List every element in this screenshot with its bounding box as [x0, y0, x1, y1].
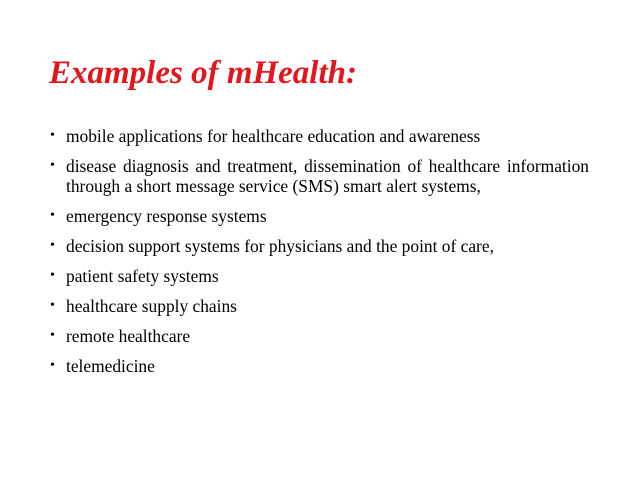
- bullet-list: [49, 126, 589, 386]
- bullet-icon: •: [50, 328, 55, 343]
- bullet-item: [49, 206, 589, 226]
- bullet-text: remote healthcare: [66, 326, 191, 346]
- bullet-icon: •: [50, 358, 55, 373]
- bullet-item: [49, 296, 589, 316]
- bullet-icon: •: [50, 298, 55, 313]
- bullet-item: [49, 126, 589, 146]
- bullet-text: telemedicine: [66, 356, 155, 376]
- bullet-text: decision support systems for physicians and the point of care,: [66, 236, 494, 256]
- bullet-icon: •: [50, 208, 55, 223]
- bullet-icon: •: [50, 238, 55, 253]
- bullet-icon: •: [50, 158, 55, 173]
- bullet-text: healthcare supply chains: [66, 296, 237, 316]
- bullet-item: [49, 266, 589, 286]
- bullet-item: [49, 156, 589, 196]
- bullet-item: [49, 356, 589, 376]
- bullet-text: emergency response systems: [66, 206, 267, 226]
- bullet-text: patient safety systems: [66, 266, 219, 286]
- bullet-item: [49, 236, 589, 256]
- bullet-icon: •: [50, 268, 55, 283]
- slide-title: Examples of mHealth:: [49, 55, 357, 91]
- bullet-icon: •: [50, 128, 55, 143]
- bullet-item: [49, 326, 589, 346]
- bullet-text: disease diagnosis and treatment, dissemination of healthcare information through a short message service (SMS) smart alert systems,: [66, 156, 589, 196]
- bullet-text: mobile applications for healthcare education and awareness: [66, 126, 481, 146]
